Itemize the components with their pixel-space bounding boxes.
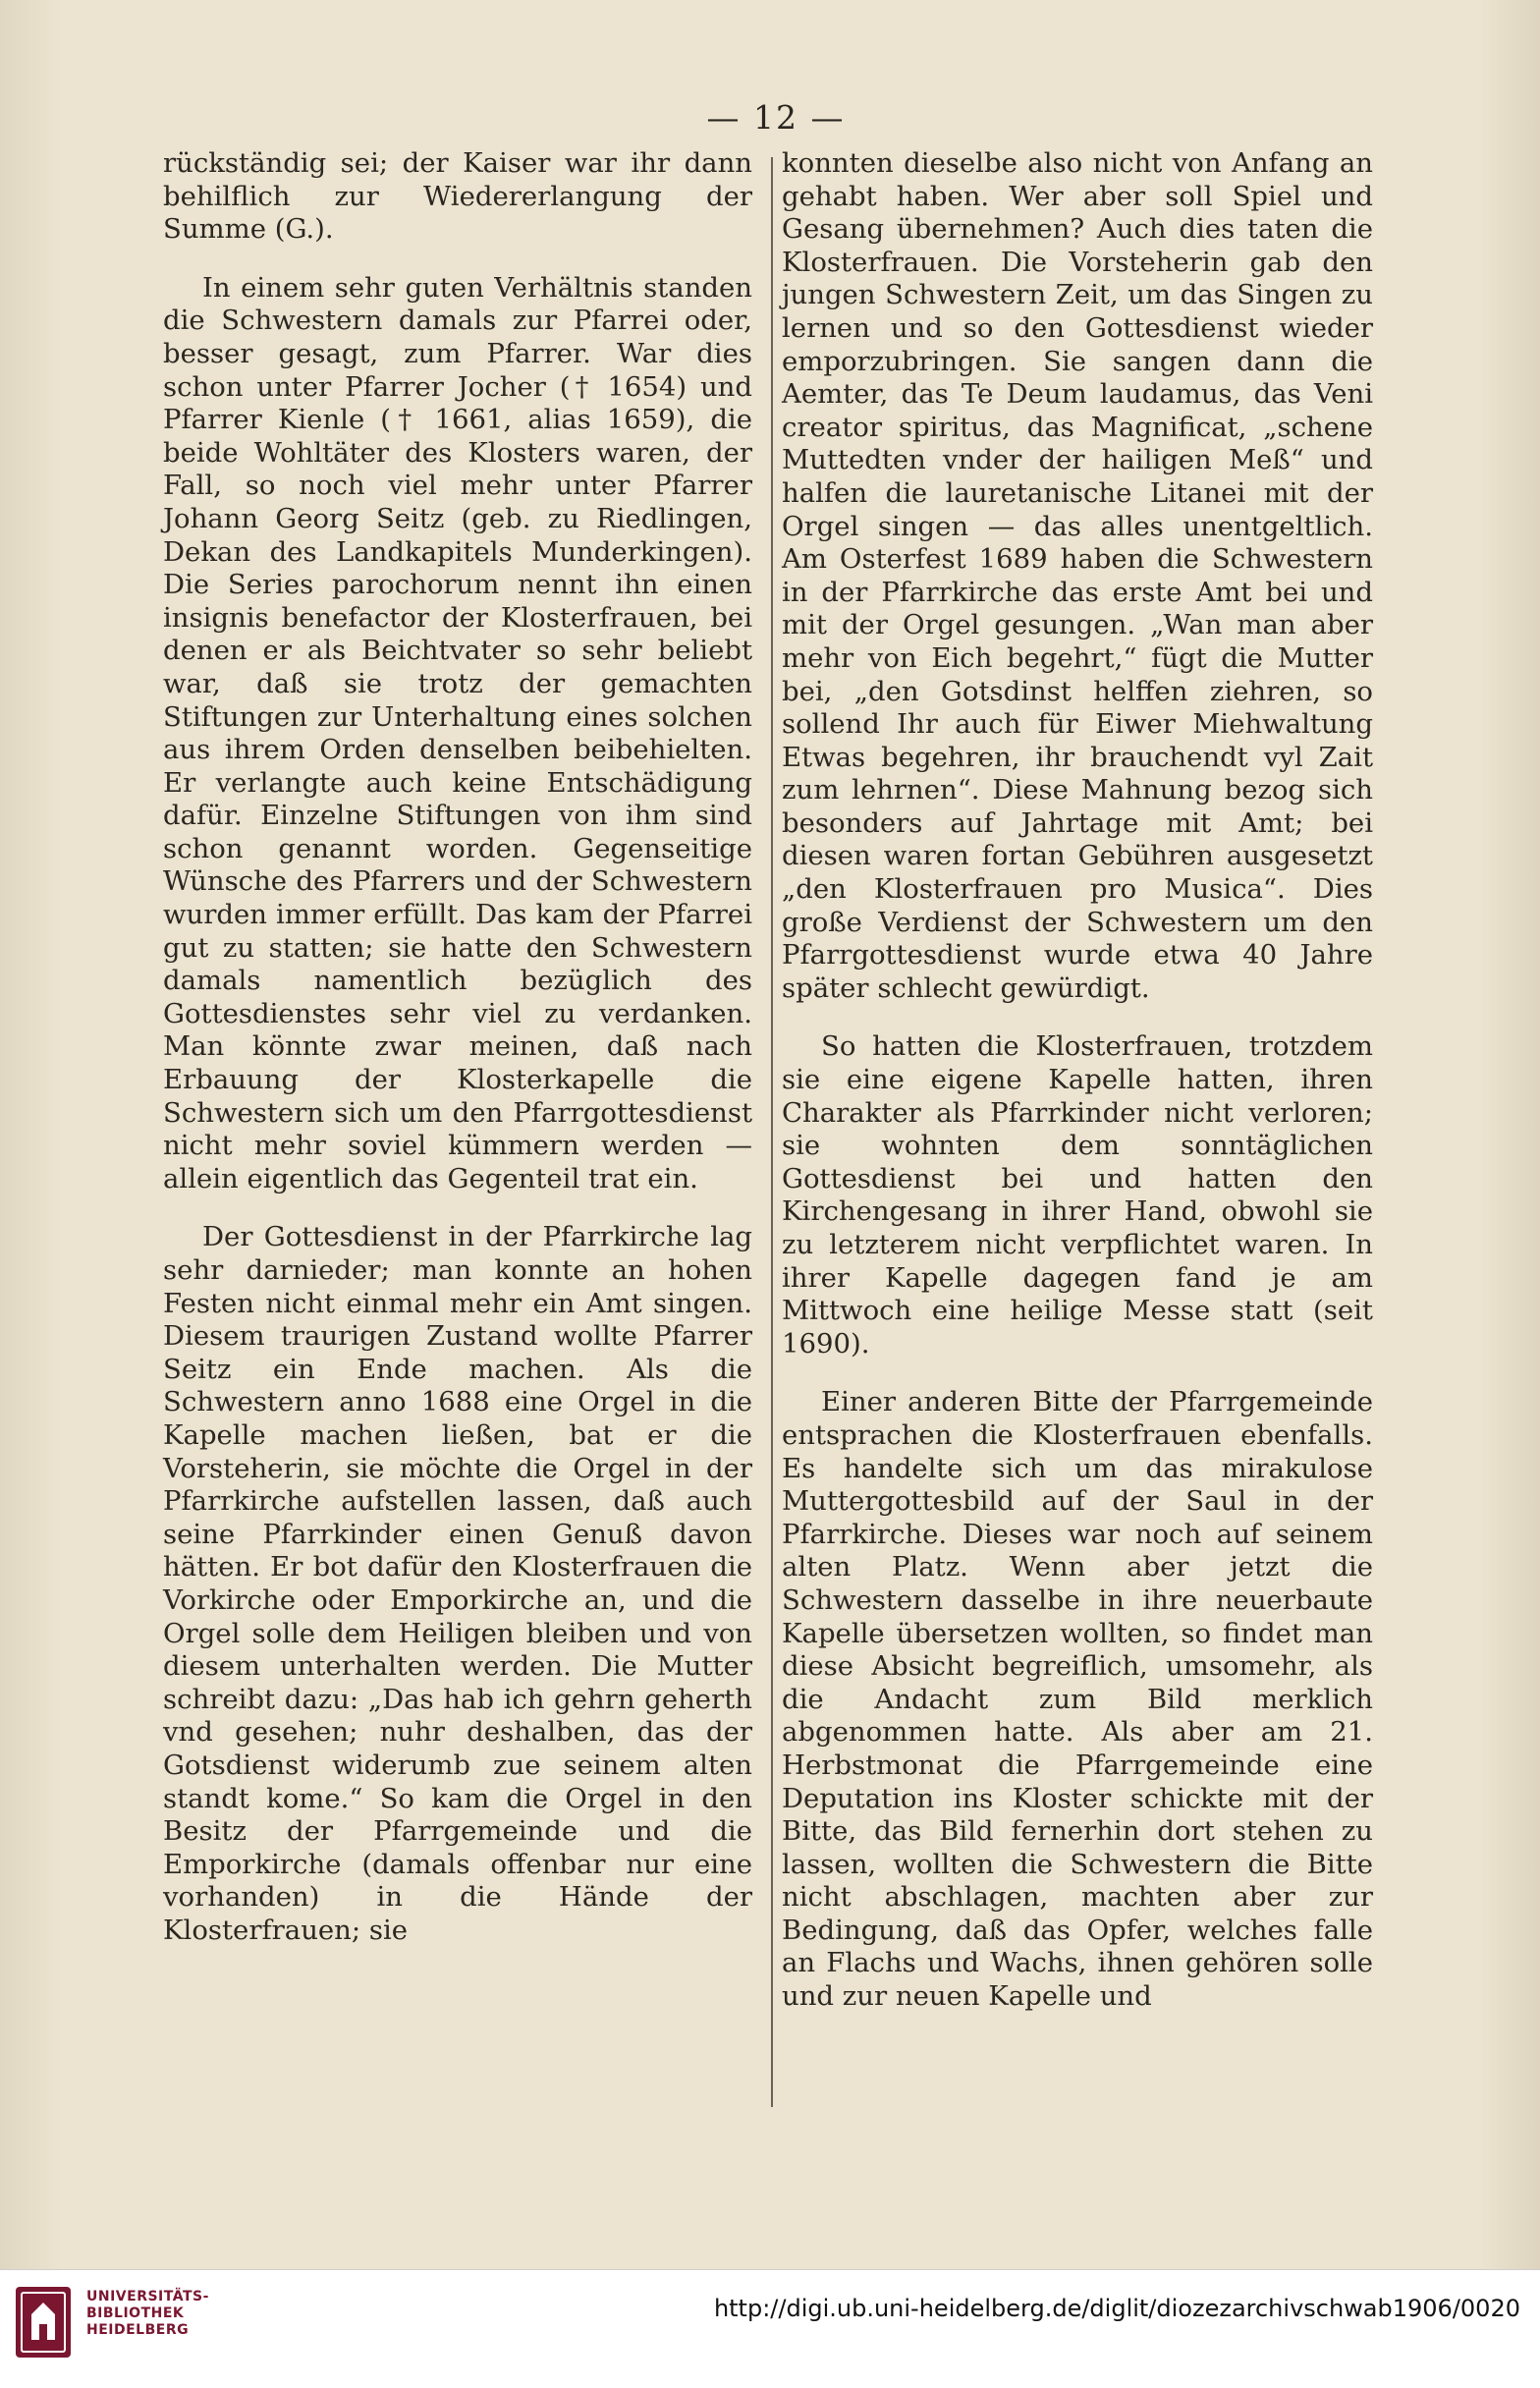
left-text-column <box>163 147 752 2122</box>
library-name-line: HEIDELBERG <box>86 2322 190 2338</box>
paragraph: Einer anderen Bitte der Pfarrgemeinde entsprachen die Klosterfrauen ebenfalls. Es handelte sich um das mirakulose Muttergottesbild auf der Saul in der Pfarrkirche. Dieses war noch auf seinem alten Platz. Wenn aber jetzt die Schwestern dasselbe in ihre neuerbaute Kapelle übersetzen wollten, so findet man diese Absicht begreiflich, umsomehr, als die Andacht zum Bild merklich abgenommen hatte. Als aber am 21. Herbstmonat die Pfarrgemeinde eine Deputation ins Kloster schickte mit der Bitte, das Bild fernerhin dort stehen zu lassen, wollten die Schwestern die Bitte nicht abschlagen, machten aber zur Bedingung, daß das Opfer, welches falle an Flachs und Wachs, ihnen gehören solle und zur neuen Kapelle und <box>782 1386 1373 2013</box>
page-number: — 12 — <box>706 98 846 137</box>
library-name-line: UNIVERSITÄTS- <box>86 2289 209 2305</box>
paragraph: rückständig sei; der Kaiser war ihr dann behilflich zur Wiedererlangung der Summe (G.). <box>163 147 752 246</box>
library-name-line: BIBLIOTHEK <box>86 2305 185 2321</box>
right-text-column <box>782 147 1373 2122</box>
source-url-link[interactable]: http://digi.ub.uni-heidelberg.de/diglit/diozezarchivschwab1906/0020 <box>713 2295 1520 2322</box>
footer-bar <box>0 2269 1540 2388</box>
library-name <box>86 2289 209 2339</box>
paragraph: In einem sehr guten Verhältnis standen die Schwestern damals zur Pfarrei oder, besser gesagt, zum Pfarrer. War dies schon unter Pfarrer Jocher († 1654) und Pfarrer Kienle († 1661, alias 1659), die beide Wohltäter des Klosters waren, der Fall, so noch viel mehr unter Pfarrer Johann Georg Seitz (geb. zu Riedlingen, Dekan des Landkapitels Munderkingen). Die Series parochorum nennt ihn einen insignis benefactor der Klosterfrauen, bei denen er als Beichtvater so sehr beliebt war, daß sie trotz der gemachten Stiftungen zur Unterhaltung eines solchen aus ihrem Orden denselben beibehielten. Er verlangte auch keine Entschädigung dafür. Einzelne Stiftungen von ihm sind schon genannt worden. Gegenseitige Wünsche des Pfarrers und der Schwestern wurden immer erfüllt. Das kam der Pfarrei gut zu statten; sie hatte den Schwestern damals namentlich bezüglich des Gottesdienstes sehr viel zu verdanken. Man könnte zwar meinen, daß nach Erbauung der Klosterkapelle die Schwestern sich um den Pfarrgottesdienst nicht mehr soviel kümmern werden — allein eigentlich das Gegenteil trat ein. <box>163 271 752 1194</box>
paragraph: konnten dieselbe also nicht von Anfang an gehabt haben. Wer aber soll Spiel und Gesang übernehmen? Auch dies taten die Klosterfrauen. Die Vorsteherin gab den jungen Schwestern Zeit, um das Singen zu lernen und so den Gottesdienst wieder emporzubringen. Sie sangen dann die Aemter, das Te Deum laudamus, das Veni creator spiritus, das Magnificat, „schene Muttedten vnder der hailigen Meß“ und halfen die lauretanische Litanei mit der Orgel singen — das alles unentgeltlich. Am Osterfest 1689 haben die Schwestern in der Pfarrkirche das erste Amt bei und mit der Orgel gesungen. „Wan man aber mehr von Eich begehrt,“ fügt die Mutter bei, „den Gotsdinst helffen ziehren, so sollend Ihr auch für Eiwer Miehwaltung Etwas begehren, ihr brauchendt vyl Zait zum lehrnen“. Diese Mahnung bezog sich besonders auf Jahrtage mit Amt; bei diesen waren fortan Gebühren ausgesetzt „den Klosterfrauen pro Musica“. Dies große Verdienst der Schwestern um den Pfarrgottesdienst wurde etwa 40 Jahre später schlecht gewürdigt. <box>782 147 1373 1004</box>
paragraph: Der Gottesdienst in der Pfarrkirche lag sehr darnieder; man konnte an hohen Festen nicht einmal mehr ein Amt singen. Diesem traurigen Zustand wollte Pfarrer Seitz ein Ende machen. Als die Schwestern anno 1688 eine Orgel in die Kapelle machen ließen, bat er die Vorsteherin, sie möchte die Orgel in der Pfarrkirche aufstellen lassen, daß auch seine Pfarrkinder einen Genuß davon hätten. Er bot dafür den Klosterfrauen die Vorkirche oder Emporkirche an, und die Orgel solle dem Heiligen bleiben und von diesem unterhalten werden. Die Mutter schreibt dazu: „Das hab ich gehrn geherth vnd gesehen; nuhr deshalben, das der Gotsdienst widerumb zue seinem alten standt kome.“ So kam die Orgel in den Besitz der Pfarrgemeinde und die Emporkirche (damals offenbar nur eine vorhanden) in die Hände der Klosterfrauen; sie <box>163 1221 752 1946</box>
heidelberg-library-seal-icon <box>12 2281 75 2363</box>
column-divider <box>771 157 773 2107</box>
paragraph: So hatten die Klosterfrauen, trotzdem sie eine eigene Kapelle hatten, ihren Charakter als Pfarrkinder nicht verloren; sie wohnten dem sonntäglichen Gottesdienst bei und hatten den Kirchengesang in ihrer Hand, obwohl sie zu letzterem nicht verpflichtet waren. In ihrer Kapelle dagegen fand je am Mittwoch eine heilige Messe statt (seit 1690). <box>782 1030 1373 1360</box>
